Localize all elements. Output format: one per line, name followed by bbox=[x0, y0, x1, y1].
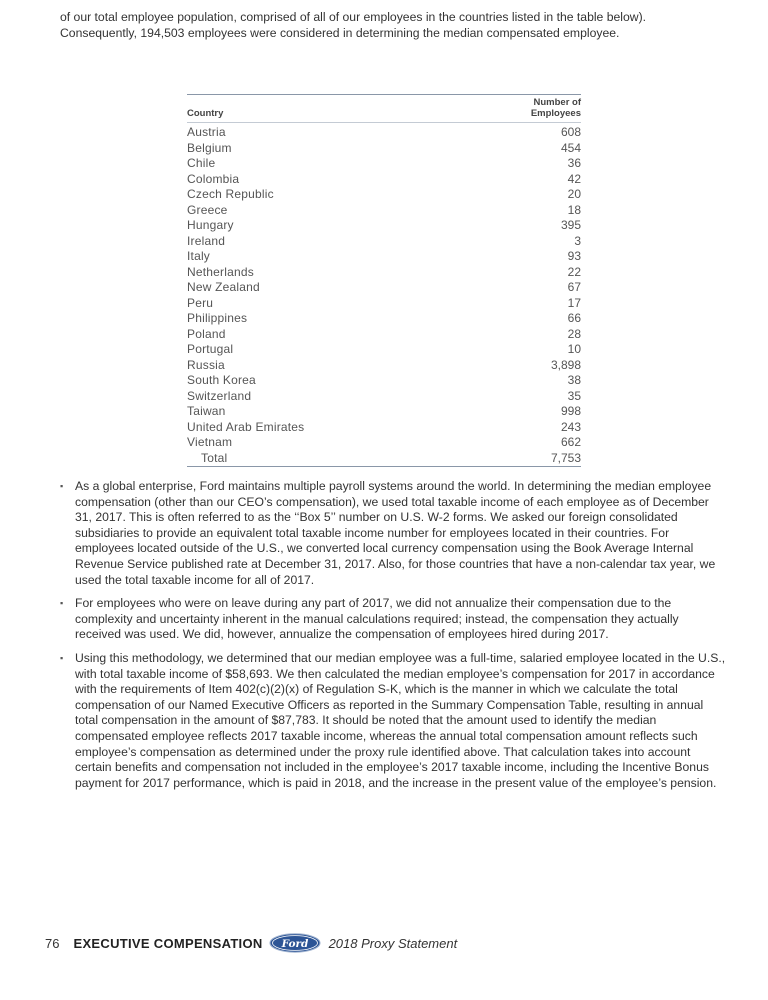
employees-cell: 10 bbox=[567, 342, 581, 356]
bullet-text: As a global enterprise, Ford maintains multiple payroll systems around the world. In determining the median employee compensation (other than our CEO’s compensation), we used total taxable income of each employee as of December 31, 2017. This is often referred to as the ‘‘Box 5’’ number on U.S. W-2 forms. We asked our foreign consolidated subsidiaries to provide an equivalent total taxable income number for employees located in their countries. For employees located outside of the U.S., we converted local currency compensation using the Book Average Internal Revenue Service published rate at December 31, 2017. Also, for those countries that have a non-calendar tax year, we used the total taxable income for all of 2017. bbox=[75, 479, 716, 587]
employees-cell: 28 bbox=[567, 326, 581, 341]
country-cell: Czech Republic bbox=[187, 187, 274, 201]
page-footer bbox=[45, 932, 457, 954]
bullet-square-icon: ▪ bbox=[60, 481, 64, 491]
header-employees-line2: Employees bbox=[530, 108, 581, 119]
employees-cell: 608 bbox=[560, 125, 581, 139]
table-row bbox=[187, 373, 581, 389]
table-row bbox=[187, 265, 581, 281]
section-title: EXECUTIVE COMPENSATION bbox=[73, 935, 263, 951]
header-employees-line1: Number of bbox=[533, 97, 581, 108]
table-row bbox=[187, 249, 581, 265]
table-row bbox=[187, 420, 581, 436]
table-row bbox=[187, 389, 581, 405]
employees-cell: 38 bbox=[567, 373, 581, 387]
table-row bbox=[187, 280, 581, 296]
table-row bbox=[187, 187, 581, 203]
table-row-total bbox=[187, 451, 581, 468]
country-cell: Peru bbox=[187, 295, 214, 310]
table-row bbox=[187, 435, 581, 451]
employees-cell: 36 bbox=[567, 156, 581, 170]
country-cell: Portugal bbox=[187, 342, 234, 356]
bullet-item bbox=[60, 651, 726, 791]
country-cell: Poland bbox=[187, 326, 226, 341]
employees-cell: 66 bbox=[567, 311, 581, 325]
country-cell: Colombia bbox=[187, 171, 240, 186]
table-row bbox=[187, 358, 581, 374]
employees-cell: 3 bbox=[574, 233, 581, 248]
employees-cell: 243 bbox=[560, 419, 581, 434]
employees-cell: 22 bbox=[567, 264, 581, 279]
country-cell: South Korea bbox=[187, 373, 256, 387]
table-row bbox=[187, 342, 581, 358]
table-row bbox=[187, 311, 581, 327]
table-row bbox=[187, 203, 581, 219]
table-row bbox=[187, 172, 581, 188]
document-title: 2018 Proxy Statement bbox=[328, 935, 458, 951]
methodology-bullets bbox=[60, 479, 726, 799]
country-cell: Russia bbox=[187, 357, 225, 372]
bullet-text: Using this methodology, we determined that our median employee was a full-time, salaried employee located in the U.S., with total taxable income of $58,693. We then calculated the median employee’s compensation for 2017 in accordance with the requirements of Item 402(c)(2)(x) of Regulation S-K, which is the manner in which we calculate the total compensation of our Named Executive Officers as reported in the Summary Compensation Table, resulting in annual total compensation in the amount of $87,783. It should be noted that the amount used to identify the median compensated employee reflects 2017 taxable income, whereas the annual total compensation amount reflects such employee’s compensation as determined under the proxy rule identified above. That calculation takes into account certain benefits and compensation not included in the employee’s 2017 taxable income, including the Incentive Bonus payment for 2017 performance, which is paid in 2018, and the increase in the present value of the employee’s pension. bbox=[75, 650, 726, 790]
table-body bbox=[187, 123, 581, 451]
employees-cell: 17 bbox=[567, 295, 581, 310]
country-cell: Philippines bbox=[187, 311, 248, 325]
country-cell: Netherlands bbox=[187, 264, 254, 279]
country-cell: Greece bbox=[187, 202, 228, 217]
table-row bbox=[187, 125, 581, 141]
employees-cell: 35 bbox=[567, 388, 581, 403]
country-cell: Chile bbox=[187, 156, 216, 170]
employees-by-country-table bbox=[187, 94, 581, 467]
table-row bbox=[187, 218, 581, 234]
total-label: Total bbox=[201, 450, 228, 465]
country-cell: New Zealand bbox=[187, 280, 260, 294]
intro-paragraph bbox=[60, 10, 720, 41]
country-cell: Taiwan bbox=[187, 404, 226, 418]
employees-cell: 998 bbox=[560, 404, 581, 418]
table-row bbox=[187, 234, 581, 250]
page-number: 76 bbox=[45, 935, 60, 951]
bullet-text: For employees who were on leave during any part of 2017, we did not annualize their compensation due to the complexity and uncertainty inherent in the manual calculations required; instead, the compensation they actually received was used. We did, however, annualize the compensation of employees hired during 2017. bbox=[75, 596, 679, 642]
employees-cell: 662 bbox=[560, 435, 581, 449]
intro-text: of our total employee population, comprised of all of our employees in the countries listed in the table below). Consequently, 194,503 employees were considered in determining the median compensated employee. bbox=[60, 10, 647, 40]
country-cell: Italy bbox=[187, 249, 211, 263]
employees-cell: 93 bbox=[567, 249, 581, 263]
country-cell: Switzerland bbox=[187, 388, 252, 403]
header-employees bbox=[531, 97, 581, 119]
table-row bbox=[187, 296, 581, 312]
country-cell: Austria bbox=[187, 125, 226, 139]
total-value: 7,753 bbox=[550, 450, 581, 465]
employees-cell: 395 bbox=[560, 218, 581, 232]
table-row bbox=[187, 141, 581, 157]
employees-cell: 454 bbox=[560, 140, 581, 155]
country-cell: Hungary bbox=[187, 218, 234, 232]
employees-cell: 67 bbox=[567, 280, 581, 294]
employees-cell: 18 bbox=[567, 202, 581, 217]
logo-wordmark: Ford bbox=[281, 937, 308, 950]
ford-logo-icon bbox=[269, 933, 321, 953]
employees-cell: 42 bbox=[567, 171, 581, 186]
country-cell: Vietnam bbox=[187, 435, 233, 449]
table-row bbox=[187, 156, 581, 172]
bullet-square-icon: ▪ bbox=[60, 598, 64, 609]
country-cell: United Arab Emirates bbox=[187, 419, 305, 434]
employees-cell: 3,898 bbox=[550, 357, 581, 372]
bullet-square-icon: ▪ bbox=[60, 652, 64, 663]
table-header bbox=[187, 94, 581, 123]
table-row bbox=[187, 327, 581, 343]
bullet-item bbox=[60, 596, 726, 643]
bullet-item bbox=[60, 479, 726, 588]
header-country: Country bbox=[187, 108, 224, 119]
table-row bbox=[187, 404, 581, 420]
country-cell: Belgium bbox=[187, 140, 232, 155]
country-cell: Ireland bbox=[187, 233, 226, 248]
employees-cell: 20 bbox=[567, 187, 581, 201]
